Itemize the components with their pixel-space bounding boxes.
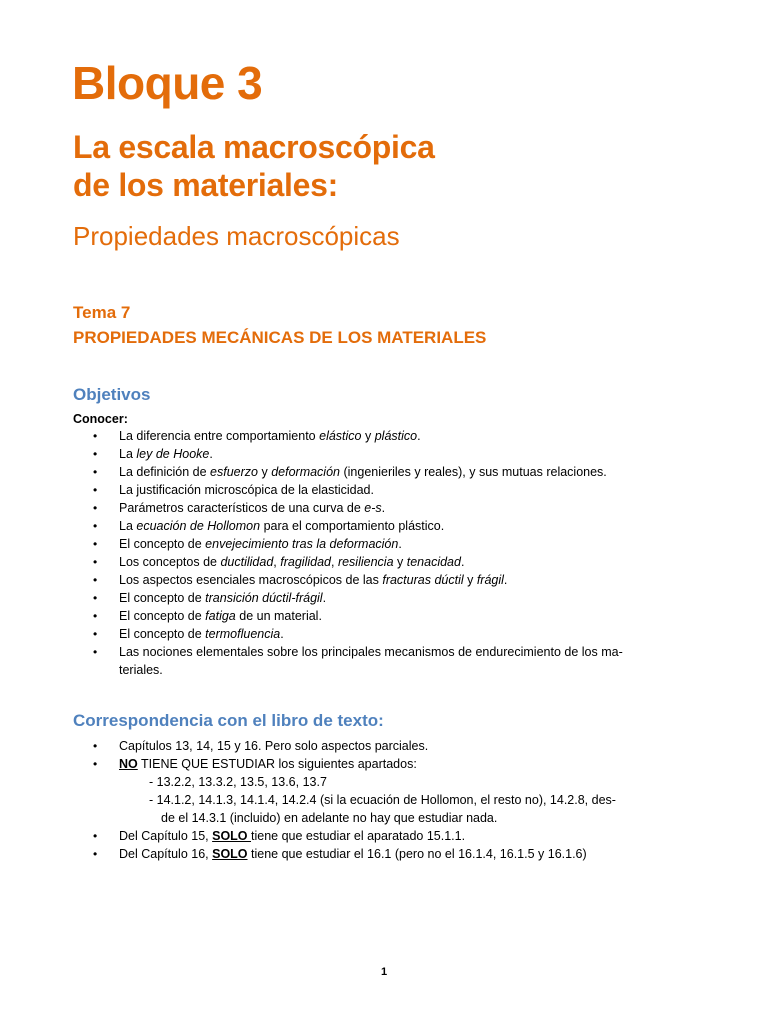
bullet-icon: • [93, 519, 98, 533]
bullet-icon: • [93, 847, 98, 861]
correspondencia-heading: Correspondencia con el libro de texto: [73, 711, 384, 730]
bullet-icon: • [93, 555, 98, 569]
tema-title: PROPIEDADES MECÁNICAS DE LOS MATERIALES [73, 328, 487, 347]
list-item: • Las nociones elementales sobre los principales mecanismos de endurecimiento de los ma- teriales. [93, 645, 623, 677]
bullet-icon: • [93, 645, 98, 659]
conocer-label: Conocer: [73, 412, 128, 426]
tema-label: Tema 7 [73, 303, 131, 322]
bullet-icon: • [93, 591, 98, 605]
list-item: • Los aspectos esenciales macroscópicos de las fracturas dúctil y frágil. [93, 573, 508, 587]
list-item: • La ley de Hooke. [93, 447, 213, 461]
list-item: • El concepto de fatiga de un material. [93, 609, 322, 623]
block-title: Bloque 3 [72, 57, 263, 109]
tema-heading [73, 300, 486, 350]
page-number: 1 [380, 966, 388, 978]
sub-item: - 13.2.2, 13.3.2, 13.5, 13.6, 13.7 [149, 775, 327, 789]
subtitle [73, 128, 435, 204]
correspondencia-list [73, 737, 703, 863]
list-item: • NO TIENE QUE ESTUDIAR los siguientes apartados: [93, 757, 417, 771]
list-item: • La definición de esfuerzo y deformación (ingenieriles y reales), y sus mutuas relaciones. [93, 465, 607, 479]
list-item: • Del Capítulo 15, SOLO tiene que estudiar el aparatado 15.1.1. [93, 829, 466, 843]
list-item: • Capítulos 13, 14, 15 y 16. Pero solo aspectos parciales. [93, 739, 429, 753]
list-item: • Del Capítulo 16, SOLO tiene que estudiar el 16.1 (pero no el 16.1.4, 16.1.5 y 16.1.6) [93, 847, 587, 861]
bullet-icon: • [93, 573, 98, 587]
list-item: • La ecuación de Hollomon para el comportamiento plástico. [93, 519, 445, 533]
list-item: • La diferencia entre comportamiento elástico y plástico. [93, 429, 421, 443]
list-item: • Parámetros característicos de una curva de e-s. [93, 501, 386, 515]
bullet-icon: • [93, 429, 98, 443]
bullet-icon: • [93, 627, 98, 641]
list-item: • Los conceptos de ductilidad, fragilidad, resiliencia y tenacidad. [93, 555, 465, 569]
bullet-icon: • [93, 757, 98, 771]
list-item: • El concepto de transición dúctil-frágil. [93, 591, 327, 605]
list-item: • La justificación microscópica de la elasticidad. [93, 483, 374, 497]
bullet-icon: • [93, 739, 98, 753]
bullet-icon: • [93, 447, 98, 461]
bullet-icon: • [93, 829, 98, 843]
sub-item: - 14.1.2, 14.1.3, 14.1.4, 14.2.4 (si la ecuación de Hollomon, el resto no), 14.2.8, des- de el 14.3.1 (incluido) en adelante no hay que estudiar nada. [149, 793, 616, 825]
objetivos-list [73, 427, 703, 679]
bullet-icon: • [93, 483, 98, 497]
bullet-icon: • [93, 501, 98, 515]
bullet-icon: • [93, 465, 98, 479]
list-item: • El concepto de envejecimiento tras la deformación. [93, 537, 402, 551]
list-item: • El concepto de termofluencia. [93, 627, 284, 641]
subtitle-line-3: Propiedades macroscópicas [73, 221, 400, 251]
subtitle-line-1: La escala macroscópica [73, 129, 435, 165]
bullet-icon: • [93, 609, 98, 623]
subtitle-line-2: de los materiales: [73, 167, 338, 203]
objetivos-heading: Objetivos [73, 385, 151, 404]
bullet-icon: • [93, 537, 98, 551]
